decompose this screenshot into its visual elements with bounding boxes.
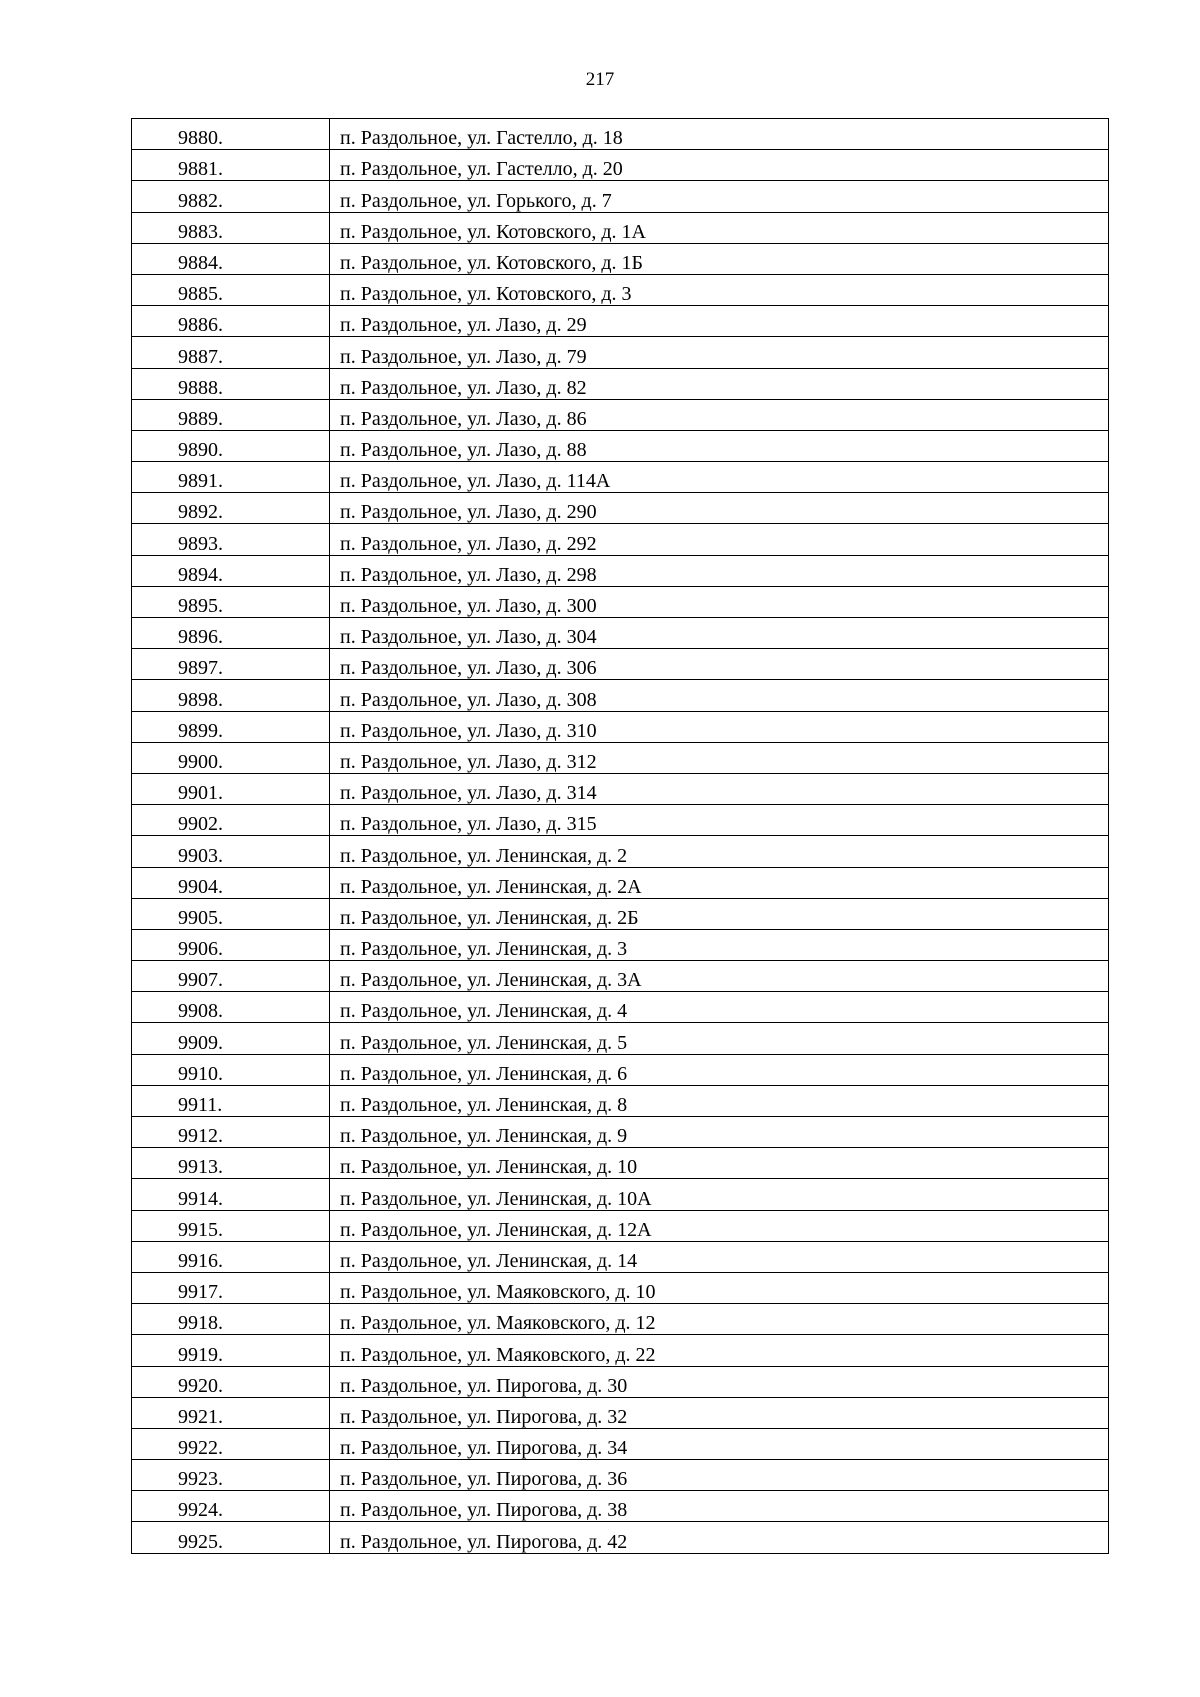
table-row bbox=[132, 1272, 1109, 1303]
address-cell: п. Раздольное, ул. Ленинская, д. 9 bbox=[330, 1117, 1109, 1148]
address-cell: п. Раздольное, ул. Котовского, д. 1Б bbox=[330, 243, 1109, 274]
address-cell: п. Раздольное, ул. Пирогова, д. 30 bbox=[330, 1366, 1109, 1397]
row-number-cell: 9890. bbox=[132, 430, 330, 461]
row-number-cell: 9888. bbox=[132, 368, 330, 399]
row-number-cell: 9897. bbox=[132, 649, 330, 680]
address-cell: п. Раздольное, ул. Лазо, д. 88 bbox=[330, 430, 1109, 461]
table-row bbox=[132, 992, 1109, 1023]
table-row bbox=[132, 462, 1109, 493]
address-cell: п. Раздольное, ул. Ленинская, д. 8 bbox=[330, 1085, 1109, 1116]
row-number-cell: 9917. bbox=[132, 1272, 330, 1303]
page-number: 217 bbox=[585, 69, 615, 90]
address-cell: п. Раздольное, ул. Лазо, д. 300 bbox=[330, 586, 1109, 617]
table-row bbox=[132, 1522, 1109, 1553]
row-number-cell: 9914. bbox=[132, 1179, 330, 1210]
row-number-cell: 9894. bbox=[132, 555, 330, 586]
row-number-cell: 9919. bbox=[132, 1335, 330, 1366]
address-cell: п. Раздольное, ул. Лазо, д. 304 bbox=[330, 618, 1109, 649]
address-cell: п. Раздольное, ул. Пирогова, д. 42 bbox=[330, 1522, 1109, 1553]
address-cell: п. Раздольное, ул. Гастелло, д. 20 bbox=[330, 150, 1109, 181]
table-row bbox=[132, 430, 1109, 461]
row-number-cell: 9880. bbox=[132, 119, 330, 150]
row-number-cell: 9883. bbox=[132, 212, 330, 243]
row-number-cell: 9904. bbox=[132, 867, 330, 898]
address-cell: п. Раздольное, ул. Лазо, д. 82 bbox=[330, 368, 1109, 399]
table-row bbox=[132, 1241, 1109, 1272]
row-number-cell: 9920. bbox=[132, 1366, 330, 1397]
row-number-cell: 9898. bbox=[132, 680, 330, 711]
address-cell: п. Раздольное, ул. Ленинская, д. 2А bbox=[330, 867, 1109, 898]
row-number-cell: 9910. bbox=[132, 1054, 330, 1085]
row-number-cell: 9902. bbox=[132, 805, 330, 836]
address-cell: п. Раздольное, ул. Пирогова, д. 36 bbox=[330, 1460, 1109, 1491]
row-number-cell: 9901. bbox=[132, 773, 330, 804]
row-number-cell: 9925. bbox=[132, 1522, 330, 1553]
address-cell: п. Раздольное, ул. Ленинская, д. 3 bbox=[330, 929, 1109, 960]
row-number-cell: 9889. bbox=[132, 399, 330, 430]
address-cell: п. Раздольное, ул. Ленинская, д. 10А bbox=[330, 1179, 1109, 1210]
row-number-cell: 9924. bbox=[132, 1491, 330, 1522]
table-row bbox=[132, 274, 1109, 305]
row-number-cell: 9886. bbox=[132, 306, 330, 337]
address-cell: п. Раздольное, ул. Лазо, д. 312 bbox=[330, 742, 1109, 773]
address-cell: п. Раздольное, ул. Ленинская, д. 12А bbox=[330, 1210, 1109, 1241]
table-row bbox=[132, 961, 1109, 992]
row-number-cell: 9909. bbox=[132, 1023, 330, 1054]
address-cell: п. Раздольное, ул. Ленинская, д. 5 bbox=[330, 1023, 1109, 1054]
table-row bbox=[132, 649, 1109, 680]
row-number-cell: 9887. bbox=[132, 337, 330, 368]
table-row bbox=[132, 1054, 1109, 1085]
row-number-cell: 9899. bbox=[132, 711, 330, 742]
table-row bbox=[132, 1117, 1109, 1148]
address-cell: п. Раздольное, ул. Лазо, д. 298 bbox=[330, 555, 1109, 586]
table-row bbox=[132, 1085, 1109, 1116]
address-cell: п. Раздольное, ул. Маяковского, д. 22 bbox=[330, 1335, 1109, 1366]
table-row bbox=[132, 399, 1109, 430]
table-row bbox=[132, 1179, 1109, 1210]
address-cell: п. Раздольное, ул. Лазо, д. 86 bbox=[330, 399, 1109, 430]
table-row bbox=[132, 368, 1109, 399]
table-row bbox=[132, 1397, 1109, 1428]
table-row bbox=[132, 586, 1109, 617]
table-row bbox=[132, 150, 1109, 181]
row-number-cell: 9885. bbox=[132, 274, 330, 305]
table-row bbox=[132, 867, 1109, 898]
address-cell: п. Раздольное, ул. Лазо, д. 29 bbox=[330, 306, 1109, 337]
row-number-cell: 9892. bbox=[132, 493, 330, 524]
table-row bbox=[132, 1366, 1109, 1397]
table-row bbox=[132, 493, 1109, 524]
address-cell: п. Раздольное, ул. Лазо, д. 306 bbox=[330, 649, 1109, 680]
address-cell: п. Раздольное, ул. Маяковского, д. 10 bbox=[330, 1272, 1109, 1303]
table-row bbox=[132, 711, 1109, 742]
address-cell: п. Раздольное, ул. Ленинская, д. 2Б bbox=[330, 898, 1109, 929]
row-number-cell: 9907. bbox=[132, 961, 330, 992]
table-row bbox=[132, 181, 1109, 212]
table-row bbox=[132, 1304, 1109, 1335]
address-cell: п. Раздольное, ул. Ленинская, д. 2 bbox=[330, 836, 1109, 867]
address-cell: п. Раздольное, ул. Лазо, д. 308 bbox=[330, 680, 1109, 711]
row-number-cell: 9895. bbox=[132, 586, 330, 617]
row-number-cell: 9911. bbox=[132, 1085, 330, 1116]
address-cell: п. Раздольное, ул. Пирогова, д. 34 bbox=[330, 1428, 1109, 1459]
address-cell: п. Раздольное, ул. Лазо, д. 292 bbox=[330, 524, 1109, 555]
table-row bbox=[132, 1210, 1109, 1241]
address-cell: п. Раздольное, ул. Маяковского, д. 12 bbox=[330, 1304, 1109, 1335]
table-row bbox=[132, 1335, 1109, 1366]
table-row bbox=[132, 119, 1109, 150]
address-cell: п. Раздольное, ул. Ленинская, д. 4 bbox=[330, 992, 1109, 1023]
table-row bbox=[132, 337, 1109, 368]
table-row bbox=[132, 742, 1109, 773]
row-number-cell: 9916. bbox=[132, 1241, 330, 1272]
row-number-cell: 9915. bbox=[132, 1210, 330, 1241]
table-row bbox=[132, 243, 1109, 274]
address-cell: п. Раздольное, ул. Лазо, д. 79 bbox=[330, 337, 1109, 368]
table-row bbox=[132, 680, 1109, 711]
row-number-cell: 9912. bbox=[132, 1117, 330, 1148]
row-number-cell: 9906. bbox=[132, 929, 330, 960]
table-row bbox=[132, 805, 1109, 836]
address-cell: п. Раздольное, ул. Котовского, д. 3 bbox=[330, 274, 1109, 305]
table-row bbox=[132, 1023, 1109, 1054]
address-cell: п. Раздольное, ул. Котовского, д. 1А bbox=[330, 212, 1109, 243]
table-row bbox=[132, 773, 1109, 804]
row-number-cell: 9881. bbox=[132, 150, 330, 181]
table-row bbox=[132, 1491, 1109, 1522]
address-cell: п. Раздольное, ул. Лазо, д. 314 bbox=[330, 773, 1109, 804]
address-cell: п. Раздольное, ул. Гастелло, д. 18 bbox=[330, 119, 1109, 150]
address-cell: п. Раздольное, ул. Ленинская, д. 10 bbox=[330, 1148, 1109, 1179]
table-row bbox=[132, 524, 1109, 555]
row-number-cell: 9922. bbox=[132, 1428, 330, 1459]
row-number-cell: 9882. bbox=[132, 181, 330, 212]
table-row bbox=[132, 898, 1109, 929]
address-cell: п. Раздольное, ул. Пирогова, д. 38 bbox=[330, 1491, 1109, 1522]
row-number-cell: 9903. bbox=[132, 836, 330, 867]
row-number-cell: 9900. bbox=[132, 742, 330, 773]
table-row bbox=[132, 1148, 1109, 1179]
address-cell: п. Раздольное, ул. Ленинская, д. 6 bbox=[330, 1054, 1109, 1085]
row-number-cell: 9896. bbox=[132, 618, 330, 649]
table-row bbox=[132, 618, 1109, 649]
address-cell: п. Раздольное, ул. Ленинская, д. 14 bbox=[330, 1241, 1109, 1272]
row-number-cell: 9918. bbox=[132, 1304, 330, 1335]
address-cell: п. Раздольное, ул. Ленинская, д. 3А bbox=[330, 961, 1109, 992]
address-table-container bbox=[131, 118, 1108, 1554]
address-cell: п. Раздольное, ул. Горького, д. 7 bbox=[330, 181, 1109, 212]
table-row bbox=[132, 1460, 1109, 1491]
row-number-cell: 9891. bbox=[132, 462, 330, 493]
table-row bbox=[132, 836, 1109, 867]
table-row bbox=[132, 1428, 1109, 1459]
row-number-cell: 9908. bbox=[132, 992, 330, 1023]
table-row bbox=[132, 555, 1109, 586]
table-row bbox=[132, 929, 1109, 960]
row-number-cell: 9893. bbox=[132, 524, 330, 555]
address-cell: п. Раздольное, ул. Лазо, д. 310 bbox=[330, 711, 1109, 742]
table-row bbox=[132, 212, 1109, 243]
address-cell: п. Раздольное, ул. Пирогова, д. 32 bbox=[330, 1397, 1109, 1428]
row-number-cell: 9921. bbox=[132, 1397, 330, 1428]
row-number-cell: 9913. bbox=[132, 1148, 330, 1179]
table-row bbox=[132, 306, 1109, 337]
address-cell: п. Раздольное, ул. Лазо, д. 290 bbox=[330, 493, 1109, 524]
address-cell: п. Раздольное, ул. Лазо, д. 315 bbox=[330, 805, 1109, 836]
row-number-cell: 9923. bbox=[132, 1460, 330, 1491]
address-table-body bbox=[132, 119, 1109, 1554]
address-table bbox=[131, 118, 1109, 1554]
row-number-cell: 9884. bbox=[132, 243, 330, 274]
row-number-cell: 9905. bbox=[132, 898, 330, 929]
address-cell: п. Раздольное, ул. Лазо, д. 114А bbox=[330, 462, 1109, 493]
